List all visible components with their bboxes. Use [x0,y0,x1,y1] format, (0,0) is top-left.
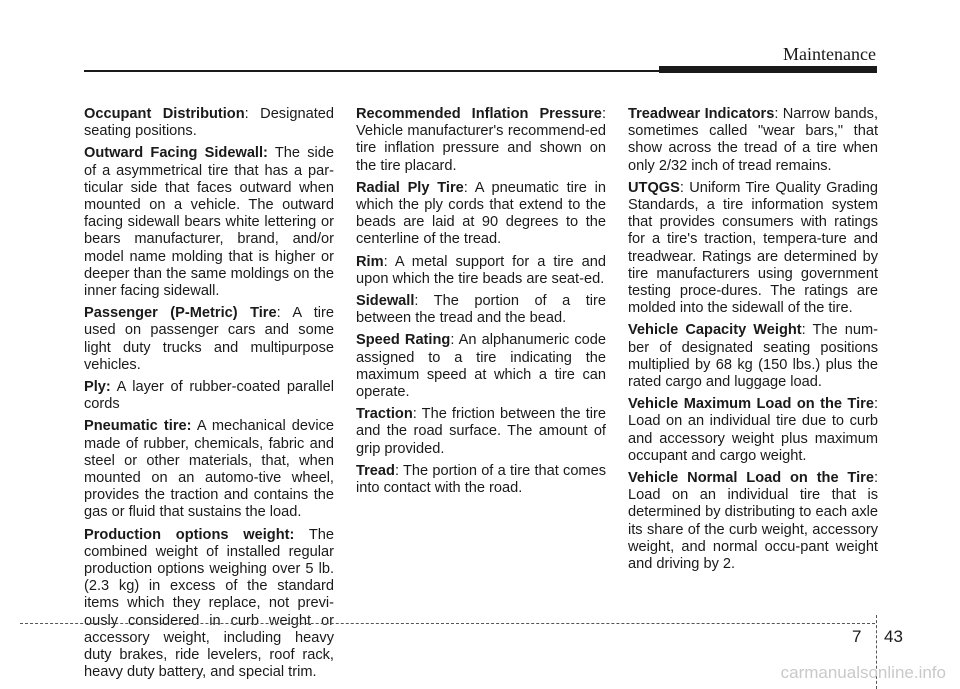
glossary-entry [84,527,334,682]
glossary-entry [628,470,878,573]
glossary-entry [628,396,878,465]
glossary-entry [84,305,334,374]
footer-dashed-rule [20,623,875,624]
glossary-term: Tread [356,462,395,479]
glossary-definition: : Load on an individual tire due to curb and accessory weight plus maximum occupant and cargo weight. [628,396,878,464]
glossary-definition: : Designated seating positions. [84,106,334,140]
glossary-definition: A mechanical device made of rubber, chemicals, fabric and steel or other materials, that, when mounted on an automo-tive wheel, provides the traction and contains the gas or fluid that sustains the load. [84,418,334,521]
glossary-definition: : Narrow bands, sometimes called "wear bars," that show across the tread of a tire when only 2/32 inch of tread remains. [628,106,878,174]
glossary-entry [84,418,334,521]
glossary-term: Treadwear Indicators [628,106,775,122]
glossary-term: Vehicle Normal Load on the Tire [628,470,874,487]
chapter-number: 7 [852,627,862,646]
glossary-definition: A layer of rubber-coated parallel cords [84,379,334,413]
glossary-term: UTQGS [628,179,680,196]
glossary-entry [628,322,878,391]
glossary-definition: : Uniform Tire Quality Grading Standards, a tire information system that provides consumers with ratings for a tire's traction, tempera-ture and treadwear. Ratings are determined by tire manufacturers using government testing proce-dures. The ratings are molded into the sidewall of the tire. [628,179,878,317]
glossary-term: Traction [356,406,413,423]
glossary-entry [628,180,878,318]
glossary-definition: : The portion of a tire that comes into contact with the road. [356,462,606,497]
glossary-term: Vehicle Maximum Load on the Tire [628,396,874,413]
glossary-term: Ply: [84,379,111,396]
glossary-entry [356,180,606,249]
glossary-definition: : Vehicle manufacturer's recommend-ed tire inflation pressure and shown on the tire placard. [356,106,606,174]
glossary-definition: : A tire used on passenger cars and some light duty trucks and multipurpose vehicles. [84,305,335,373]
glossary-term: Occupant Distribution [84,106,245,122]
header-rule-bar [659,66,877,73]
glossary-entry [356,463,606,497]
page-number: 43 [884,627,903,646]
column-3 [628,106,878,687]
glossary-definition: : A pneumatic tire in which the ply cords that extend to the beads are laid at 90 degrees to the centerline of the tread. [356,179,606,248]
glossary-term: Sidewall [356,293,415,310]
header-rule [84,70,659,72]
watermark: carmanualsonline.info [780,663,946,682]
glossary-definition: : The num-ber of designated seating positions multiplied by 68 kg (150 lbs.) plus the rated cargo and luggage load. [628,322,878,391]
glossary-entry [356,332,606,401]
glossary-term: Production options weight: [84,526,295,543]
glossary-definition: The combined weight of installed regular production options weighing over 5 lb.(2.3 kg) in excess of the standard items which they replace, not previ-ously considered in curb weight or accessory weight, including heavy duty brakes, ride levelers, roof rack, heavy duty battery, and special trim. [84,526,334,681]
glossary-entry [84,379,334,413]
glossary-term: Speed Rating [356,332,451,349]
glossary-entry [356,293,606,327]
glossary-definition: : The portion of a tire between the tread and the bead. [356,293,606,327]
glossary-definition: The side of a asymmetrical tire that has a par-ticular side that faces outward when mounted on a vehicle. The outward facing sidewall bears white lettering or bears manufacturer, brand, and/or model name molding that is higher or deeper than the same moldings on the inner facing sidewall. [84,145,334,300]
glossary-term: Recommended Inflation Pressure [356,106,602,122]
glossary-definition: : The friction between the tire and the road surface. The amount of grip provided. [356,406,606,457]
glossary-entry [356,406,606,458]
glossary-columns [84,106,878,687]
glossary-entry [356,254,606,288]
glossary-term: Pneumatic tire: [84,418,192,435]
glossary-definition: : An alphanumeric code assigned to a tire indicating the maximum speed at which a tire can operate. [356,332,606,401]
glossary-term: Vehicle Capacity Weight [628,322,802,339]
glossary-entry [356,106,606,175]
glossary-entry [84,106,334,140]
glossary-definition: : A metal support for a tire and upon which the tire beads are seat-ed. [356,253,606,287]
glossary-definition: : Load on an individual tire that is determined by distributing to each axle its share of the curb weight, accessory weight, and normal occu-pant weight and driving by 2. [628,470,878,573]
glossary-entry [628,106,878,175]
column-2 [356,106,606,687]
glossary-term: Outward Facing Sidewall: [84,145,268,162]
glossary-entry [84,145,334,300]
glossary-term: Passenger (P-Metric) Tire [84,305,277,322]
column-1 [84,106,334,687]
glossary-term: Radial Ply Tire [356,179,464,196]
section-title: Maintenance [783,44,876,64]
glossary-term: Rim [356,253,384,270]
